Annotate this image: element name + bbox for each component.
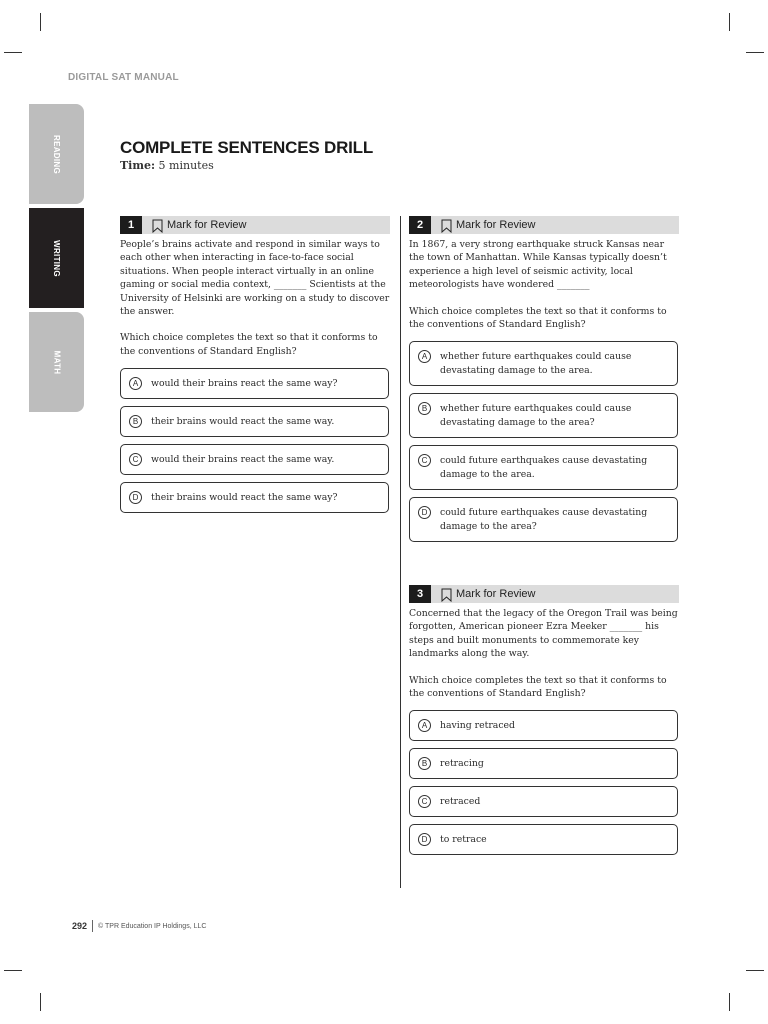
footer-divider bbox=[92, 920, 93, 932]
choice-text: whether future earthquakes could cause devastating damage to the area. bbox=[440, 351, 632, 376]
choice-d[interactable] bbox=[120, 482, 389, 513]
choice-letter: A bbox=[418, 719, 431, 732]
choice-letter: B bbox=[418, 757, 431, 770]
question-prompt: Which choice completes the text so that it conforms to the conventions of Standard English? bbox=[409, 305, 667, 331]
choice-letter: C bbox=[418, 454, 431, 467]
page-footer bbox=[72, 920, 206, 932]
crop-mark bbox=[729, 993, 730, 1011]
choice-text: to retrace bbox=[440, 834, 487, 846]
choice-text: having retraced bbox=[440, 720, 515, 732]
answer-choices bbox=[409, 341, 679, 542]
choice-text: whether future earthquakes could cause devastating damage to the area? bbox=[440, 403, 632, 428]
choice-a[interactable] bbox=[409, 341, 678, 386]
choice-a[interactable] bbox=[120, 368, 389, 399]
bookmark-icon[interactable] bbox=[152, 219, 163, 233]
question-number: 1 bbox=[120, 216, 142, 234]
crop-mark bbox=[4, 970, 22, 971]
choice-letter: D bbox=[418, 833, 431, 846]
answer-choices bbox=[409, 710, 679, 855]
choice-letter: A bbox=[418, 350, 431, 363]
time-label: Time: bbox=[120, 159, 156, 172]
tab-writing-label: WRITING bbox=[51, 239, 61, 277]
question-3 bbox=[409, 585, 679, 855]
choice-text: would their brains react the same way. bbox=[151, 454, 335, 466]
question-header bbox=[409, 216, 679, 234]
crop-mark bbox=[746, 970, 764, 971]
manual-header: DIGITAL SAT MANUAL bbox=[68, 72, 179, 83]
crop-mark bbox=[746, 52, 764, 53]
mark-for-review-label[interactable]: Mark for Review bbox=[456, 588, 536, 600]
question-number: 2 bbox=[409, 216, 431, 234]
drill-time bbox=[120, 159, 214, 172]
tab-reading[interactable] bbox=[29, 104, 84, 204]
question-prompt: Which choice completes the text so that it conforms to the conventions of Standard English? bbox=[409, 674, 667, 700]
question-prompt: Which choice completes the text so that it conforms to the conventions of Standard English? bbox=[120, 332, 378, 357]
question-text: Concerned that the legacy of the Oregon Trail was being forgotten, American pioneer Ezra Meeker _______ his steps and built monuments to commemorate key landmarks along the way. bbox=[409, 608, 678, 660]
choice-b[interactable] bbox=[120, 406, 389, 437]
choice-text: could future earthquakes cause devastating damage to the area? bbox=[440, 507, 648, 532]
choice-text: retraced bbox=[440, 796, 481, 808]
choice-c[interactable] bbox=[120, 444, 389, 475]
choice-letter: C bbox=[418, 795, 431, 808]
choice-text: their brains would react the same way. bbox=[151, 416, 335, 428]
page-number: 292 bbox=[72, 921, 88, 931]
choice-text: would their brains react the same way? bbox=[151, 378, 338, 390]
choice-text: could future earthquakes cause devastating damage to the area. bbox=[440, 455, 648, 480]
choice-d[interactable] bbox=[409, 824, 678, 855]
time-value: 5 minutes bbox=[155, 159, 214, 172]
tab-math-label: MATH bbox=[52, 350, 61, 374]
tab-math[interactable] bbox=[29, 312, 84, 412]
question-text: People’s brains activate and respond in similar ways to each other when interacting in face-to-face social situations. When people interact virtually in an online gaming or social media context, _______ Scientists at the University of Helsinki are working on a study to discover the answer. bbox=[120, 239, 390, 318]
crop-mark bbox=[40, 13, 41, 31]
question-header bbox=[120, 216, 390, 234]
column-divider bbox=[400, 216, 401, 888]
crop-mark bbox=[40, 993, 41, 1011]
choice-letter: C bbox=[129, 453, 142, 466]
bookmark-icon[interactable] bbox=[441, 588, 452, 602]
choice-a[interactable] bbox=[409, 710, 678, 741]
choice-text: retracing bbox=[440, 758, 484, 770]
choice-c[interactable] bbox=[409, 786, 678, 817]
choice-c[interactable] bbox=[409, 445, 678, 490]
question-2 bbox=[409, 216, 679, 542]
choice-d[interactable] bbox=[409, 497, 678, 542]
question-1 bbox=[120, 216, 390, 513]
choice-letter: A bbox=[129, 377, 142, 390]
answer-choices bbox=[120, 368, 390, 513]
choice-text: their brains would react the same way? bbox=[151, 492, 338, 504]
choice-b[interactable] bbox=[409, 748, 678, 779]
question-text: In 1867, a very strong earthquake struck Kansas near the town of Manhattan. While Kansas typically doesn’t experience a high level of seismic activity, local meteorologists have wondered _______ bbox=[409, 239, 667, 291]
drill-title: COMPLETE SENTENCES DRILL bbox=[120, 138, 374, 157]
choice-letter: D bbox=[418, 506, 431, 519]
question-number: 3 bbox=[409, 585, 431, 603]
choice-letter: B bbox=[418, 402, 431, 415]
tab-writing[interactable] bbox=[29, 208, 84, 308]
copyright-text: © TPR Education IP Holdings, LLC bbox=[98, 922, 207, 930]
crop-mark bbox=[729, 13, 730, 31]
choice-b[interactable] bbox=[409, 393, 678, 438]
mark-for-review-label[interactable]: Mark for Review bbox=[167, 219, 247, 231]
question-header bbox=[409, 585, 679, 603]
choice-letter: B bbox=[129, 415, 142, 428]
crop-mark bbox=[4, 52, 22, 53]
mark-for-review-label[interactable]: Mark for Review bbox=[456, 219, 536, 231]
bookmark-icon[interactable] bbox=[441, 219, 452, 233]
tab-reading-label: READING bbox=[52, 134, 61, 174]
choice-letter: D bbox=[129, 491, 142, 504]
